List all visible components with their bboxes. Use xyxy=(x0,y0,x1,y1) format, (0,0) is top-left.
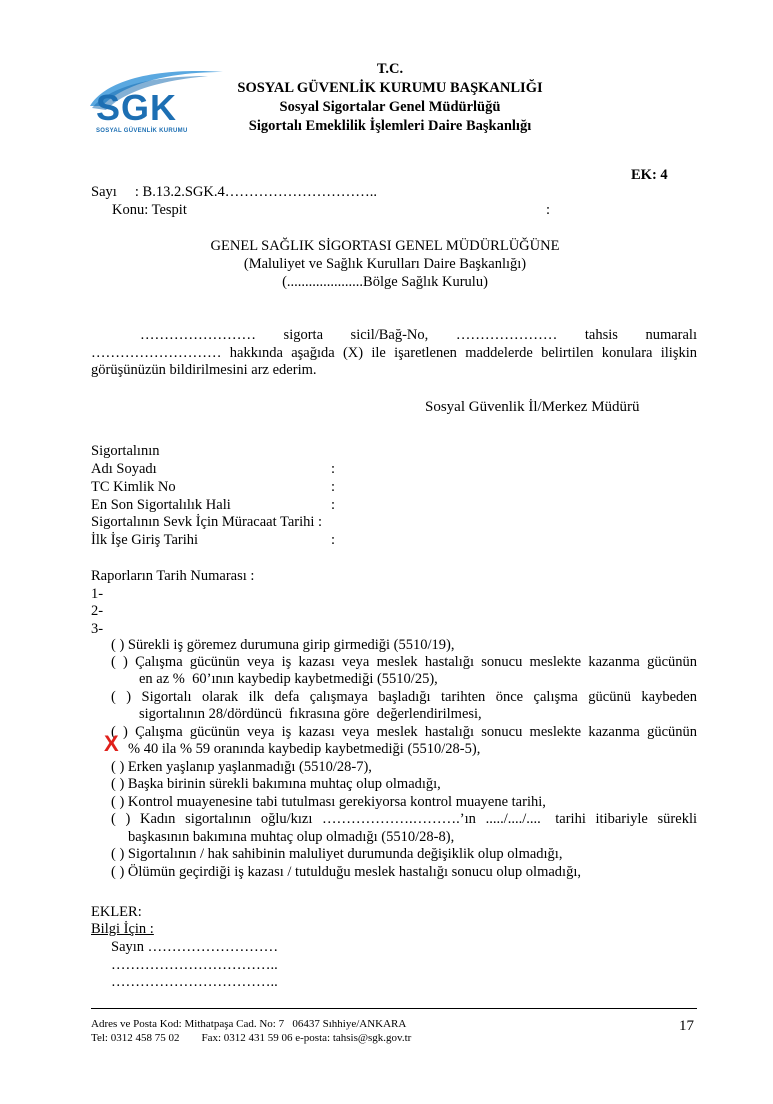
option-8-line-a: ( ) Kadın sigortalının oğlu/kızı ……………….……….’ın ...../..../.... tarihi itibariyle sürekli xyxy=(111,811,697,827)
option-2-line-b: en az % 60’ının kaybedip kaybetmediği (5510/25), xyxy=(139,671,438,687)
field-first-job-date: İlk İşe Giriş Tarihi : xyxy=(91,532,336,548)
sgk-logo-text: SGK xyxy=(96,87,178,128)
footer-address: Adres ve Posta Kod: Mithatpaşa Cad. No: 7 06437 Sıhhiye/ANKARA xyxy=(91,1018,407,1030)
selected-x-mark: X xyxy=(104,731,119,756)
field-name: Adı Soyadı : xyxy=(91,461,336,477)
page-number: 17 xyxy=(679,1018,694,1034)
addressee-dept: (Maluliyet ve Sağlık Kurulları Daire Başkanlığı) xyxy=(243,256,527,272)
addressee-title: GENEL SAĞLIK SİGORTASI GENEL MÜDÜRLÜĞÜNE xyxy=(210,238,560,254)
field-tc-no: TC Kimlik No : xyxy=(91,479,336,495)
option-10: ( ) Ölümün geçirdiği iş kazası / tutulduğu meslek hastalığı sonucu olup olmadığı, xyxy=(111,864,581,880)
info-recipient: Sayın ……………………… xyxy=(111,939,279,955)
sayi-line: Sayı : B.13.2.SGK.4………………………….. xyxy=(91,184,377,200)
option-2-line-a: ( ) Çalışma gücünün veya iş kazası veya meslek hastalığı sonucu meslekte kazanma gücünün xyxy=(111,654,697,670)
reports-heading: Raporların Tarih Numarası : xyxy=(91,568,255,584)
annex-label: EK: 4 xyxy=(631,167,668,183)
report-item-3: 3- xyxy=(91,621,104,637)
report-item-1: 1- xyxy=(91,586,104,602)
option-3-line-a: ( ) Sigortalı olarak ilk defa çalışmaya başladığı tarihten önce çalışma gücünü kaybeden xyxy=(111,689,697,705)
option-3-line-b: sigortalının 28/dördüncü fıkrasına göre değerlendirilmesi, xyxy=(139,706,482,722)
footer-contact: Tel: 0312 458 75 02 Fax: 0312 431 59 06 e-posta: tahsis@sgk.gov.tr xyxy=(91,1032,412,1044)
header-institution: SOSYAL GÜVENLİK KURUMU BAŞKANLIĞI xyxy=(237,80,543,96)
report-item-2: 2- xyxy=(91,603,104,619)
field-application-date: Sigortalının Sevk İçin Müracaat Tarihi : xyxy=(91,514,323,530)
konu-line: Konu: Tespit xyxy=(112,202,187,218)
header-tc: T.C. xyxy=(376,61,404,77)
option-5: ( ) Erken yaşlanıp yaşlanmadığı (5510/28-7), xyxy=(111,759,372,775)
option-4-line-b: % 40 ila % 59 oranında kaybedip kaybetmediği (5510/28-5), xyxy=(128,741,481,757)
body-line-1: …………………… sigorta sicil/Bağ-No, ………………… tahsis numaralı xyxy=(140,327,697,343)
option-8-line-b: başkasının bakımına muhtaç olup olmadığı (5510/28-8), xyxy=(128,829,455,845)
header-directorate: Sosyal Sigortalar Genel Müdürlüğü xyxy=(279,99,501,115)
option-6: ( ) Başka birinin sürekli bakımına muhtaç olup olmadığı, xyxy=(111,776,441,792)
attachments-heading: EKLER: xyxy=(91,904,142,920)
footer-divider xyxy=(91,1008,697,1009)
info-dots-2: …………………………….. xyxy=(111,974,278,990)
option-9: ( ) Sigortalının / hak sahibinin maluliyet durumunda değişiklik olup olmadığı, xyxy=(111,846,563,862)
header-department: Sigortalı Emeklilik İşlemleri Daire Başkanlığı xyxy=(248,118,532,134)
konu-colon: : xyxy=(546,202,551,218)
option-4-line-a: ( ) Çalışma gücünün veya iş kazası veya meslek hastalığı sonucu meslekte kazanma gücünün xyxy=(111,724,697,740)
addressee-board: (.....................Bölge Sağlık Kurulu) xyxy=(282,274,488,290)
body-line-3: görüşünüzün bildirilmesini arz ederim. xyxy=(91,362,317,378)
signature-title: Sosyal Güvenlik İl/Merkez Müdürü xyxy=(425,399,640,415)
field-insurance-status: En Son Sigortalılık Hali : xyxy=(91,497,336,513)
info-dots-1: …………………………….. xyxy=(111,957,278,973)
info-heading: Bilgi İçin : xyxy=(91,921,154,937)
body-line-2: ……………………… hakkında aşağıda (X) ile işaretlenen maddelerde belirtilen konulara ilişkin xyxy=(91,345,697,361)
option-7: ( ) Kontrol muayenesine tabi tutulması gerekiyorsa kontrol muayene tarihi, xyxy=(111,794,546,810)
sgk-logo-subtext: SOSYAL GÜVENLİK KURUMU xyxy=(96,128,188,134)
option-1: ( ) Sürekli iş göremez durumuna girip girmediği (5510/19), xyxy=(111,637,455,653)
insured-heading: Sigortalının xyxy=(91,443,160,459)
